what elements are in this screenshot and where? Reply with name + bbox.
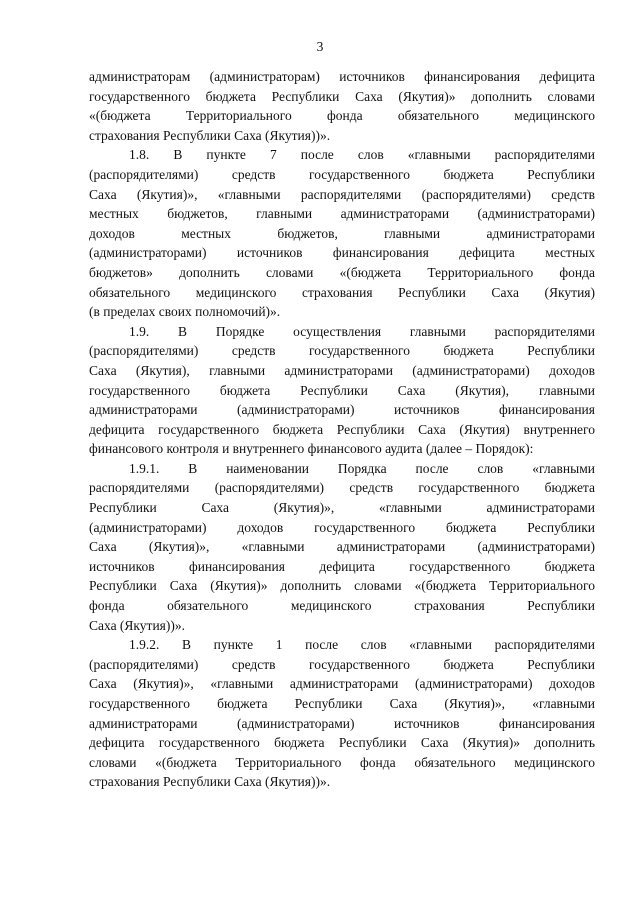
page-number: 3 bbox=[316, 39, 324, 54]
text-line: дефицита государственного бюджета Республики Саха (Якутия)» дополнить bbox=[89, 735, 595, 751]
text-line: (в пределах своих полномочий)». bbox=[89, 304, 281, 320]
text-line: финансового контроля и внутреннего финансового аудита (далее – Порядок): bbox=[89, 441, 534, 457]
paragraph-first-line: 1.8. В пункте 7 после слов «главными распорядителями bbox=[129, 147, 595, 163]
text-line: администраторами (администраторами) источников финансирования bbox=[89, 402, 595, 418]
text-line: (распорядителями) средств государственного бюджета Республики bbox=[89, 343, 595, 359]
text-line: обязательного медицинского страхования Республики Саха (Якутия) bbox=[89, 284, 595, 300]
text-line: распорядителями (распорядителями) средств государственного бюджета bbox=[89, 480, 595, 496]
text-line: Саха (Якутия)», «главными администраторами (администраторами) доходов bbox=[89, 676, 595, 692]
text-line: Республики Саха (Якутия)» дополнить словами «(бюджета Территориального bbox=[89, 578, 595, 594]
text-line: государственного бюджета Республики Саха (Якутия), главными bbox=[89, 382, 595, 398]
text-line: страхования Республики Саха (Якутия))». bbox=[89, 774, 331, 790]
text-line: местных бюджетов, главными администраторами (администраторами) bbox=[89, 206, 595, 222]
text-line: (администраторами) доходов государственного бюджета Республики bbox=[89, 519, 595, 535]
document-body bbox=[89, 67, 595, 792]
text-line: государственного бюджета Республики Саха (Якутия)» дополнить словами bbox=[89, 88, 595, 104]
text-line: доходов местных бюджетов, главными администраторами bbox=[89, 225, 595, 241]
text-line: Саха (Якутия)», «главными администраторами (администраторами) bbox=[89, 539, 595, 555]
text-line: Саха (Якутия))». bbox=[89, 617, 186, 633]
text-line: (администраторами) источников финансирования дефицита местных bbox=[89, 245, 595, 261]
text-line: источников финансирования дефицита государственного бюджета bbox=[89, 558, 595, 574]
text-line: администраторами (администраторами) источников финансирования bbox=[89, 715, 595, 731]
text-line: (распорядителями) средств государственного бюджета Республики bbox=[89, 166, 595, 182]
text-line: (распорядителями) средств государственного бюджета Республики bbox=[89, 656, 595, 672]
text-line: страхования Республики Саха (Якутия))». bbox=[89, 127, 331, 143]
paragraph-first-line: 1.9. В Порядке осуществления главными распорядителями bbox=[129, 323, 595, 339]
paragraph-first-line: 1.9.2. В пункте 1 после слов «главными распорядителями bbox=[129, 637, 595, 653]
text-line: «(бюджета Территориального фонда обязательного медицинского bbox=[89, 108, 595, 124]
text-line: администраторам (администраторам) источников финансирования дефицита bbox=[89, 69, 595, 84]
text-line: фонда обязательного медицинского страхования Республики bbox=[89, 598, 595, 614]
text-line: словами «(бюджета Территориального фонда обязательного медицинского bbox=[89, 754, 595, 770]
text-line: бюджетов» дополнить словами «(бюджета Территориального фонда bbox=[89, 264, 595, 280]
text-line: Республики Саха (Якутия)», «главными администраторами bbox=[89, 500, 595, 516]
paragraph-first-line: 1.9.1. В наименовании Порядка после слов «главными bbox=[129, 460, 595, 476]
text-line: Саха (Якутия)», «главными распорядителями (распорядителями) средств bbox=[89, 186, 595, 202]
text-line: Саха (Якутия), главными администраторами (администраторами) доходов bbox=[89, 362, 595, 378]
text-line: государственного бюджета Республики Саха (Якутия)», «главными bbox=[89, 696, 595, 711]
text-line: дефицита государственного бюджета Республики Саха (Якутия) внутреннего bbox=[89, 421, 595, 437]
